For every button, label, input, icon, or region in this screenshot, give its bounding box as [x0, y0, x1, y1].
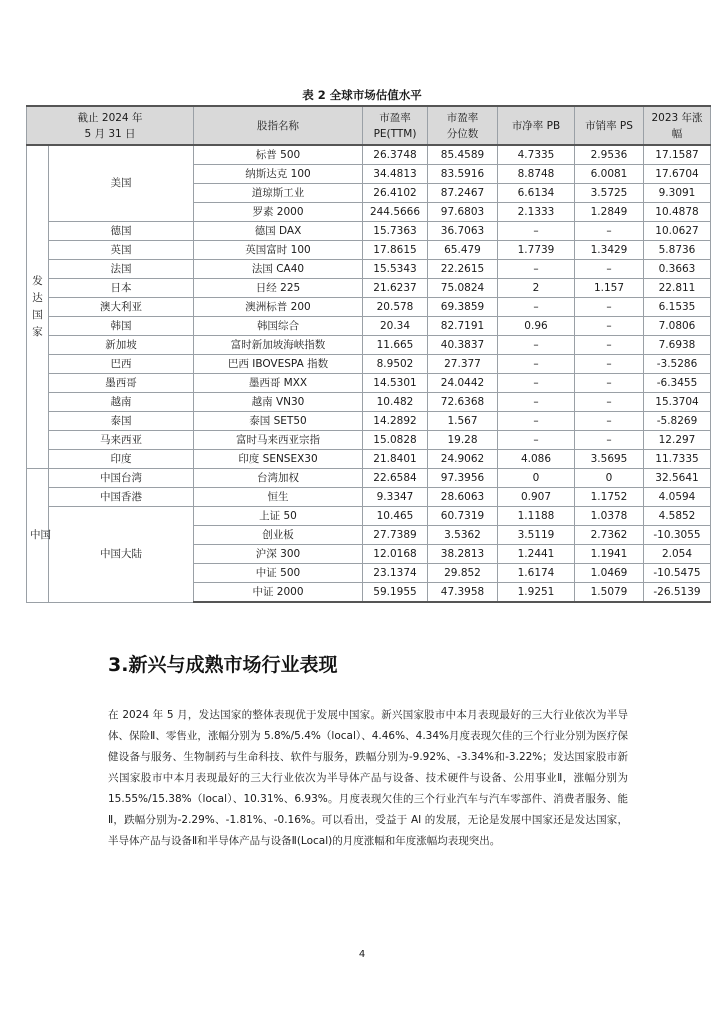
page-number: 4 [358, 949, 366, 960]
table-row [27, 241, 711, 260]
table-row [27, 393, 711, 412]
index-cell: 印度 SENSEX30 [194, 450, 363, 469]
ps-cell: 1.0378 [575, 507, 644, 526]
chg-cell: 6.1535 [644, 298, 711, 317]
ps-cell: 1.2849 [575, 203, 644, 222]
index-cell: 恒生 [194, 488, 363, 507]
pct-cell: 3.5362 [428, 526, 498, 545]
chg-cell: 9.3091 [644, 184, 711, 203]
ps-cell: 1.1941 [575, 545, 644, 564]
pct-cell: 97.3956 [428, 469, 498, 488]
index-cell: 日经 225 [194, 279, 363, 298]
pe-cell: 23.1374 [363, 564, 428, 583]
chg-cell: 10.0627 [644, 222, 711, 241]
table-row [27, 355, 711, 374]
table-header-row [27, 106, 711, 145]
table-row [27, 450, 711, 469]
pe-cell: 17.8615 [363, 241, 428, 260]
index-cell: 英国富时 100 [194, 241, 363, 260]
chg-cell: 17.1587 [644, 145, 711, 165]
country-cell: 法国 [49, 260, 194, 279]
pb-cell: – [498, 336, 575, 355]
pb-cell: – [498, 393, 575, 412]
index-cell: 纳斯达克 100 [194, 165, 363, 184]
index-cell: 道琼斯工业 [194, 184, 363, 203]
table-row [27, 488, 711, 507]
header-change [644, 106, 711, 145]
index-cell: 巴西 IBOVESPA 指数 [194, 355, 363, 374]
header-pe [363, 106, 428, 145]
pct-cell: 82.7191 [428, 317, 498, 336]
pct-cell: 22.2615 [428, 260, 498, 279]
pct-cell: 29.852 [428, 564, 498, 583]
country-cell: 印度 [49, 450, 194, 469]
ps-cell: – [575, 298, 644, 317]
pb-cell: 0.96 [498, 317, 575, 336]
chg-cell: -10.5475 [644, 564, 711, 583]
pct-cell: 60.7319 [428, 507, 498, 526]
index-cell: 泰国 SET50 [194, 412, 363, 431]
country-cell: 澳大利亚 [49, 298, 194, 317]
pb-cell: – [498, 412, 575, 431]
header-date [27, 106, 194, 145]
ps-cell: – [575, 336, 644, 355]
ps-cell: – [575, 222, 644, 241]
header-date-line1: 截止 2024 年 [77, 111, 143, 124]
group-developed-label: 发达 国家 [32, 275, 43, 338]
pb-cell: 4.086 [498, 450, 575, 469]
country-cell: 德国 [49, 222, 194, 241]
pct-cell: 83.5916 [428, 165, 498, 184]
header-ps: 市销率 PS [575, 106, 644, 145]
pb-cell: 2 [498, 279, 575, 298]
ps-cell: 1.5079 [575, 583, 644, 603]
pe-cell: 11.665 [363, 336, 428, 355]
pe-cell: 244.5666 [363, 203, 428, 222]
pe-cell: 10.482 [363, 393, 428, 412]
country-cell: 日本 [49, 279, 194, 298]
country-cell: 中国台湾 [49, 469, 194, 488]
index-cell: 中证 500 [194, 564, 363, 583]
chg-cell: 10.4878 [644, 203, 711, 222]
table-caption: 表 2 全球市场估值水平 [302, 88, 422, 102]
pb-cell: – [498, 431, 575, 450]
ps-cell: 3.5725 [575, 184, 644, 203]
ps-cell: 1.0469 [575, 564, 644, 583]
header-pb: 市净率 PB [498, 106, 575, 145]
ps-cell: – [575, 317, 644, 336]
country-cell: 马来西亚 [49, 431, 194, 450]
ps-cell: 2.7362 [575, 526, 644, 545]
header-date-line2: 5 月 31 日 [84, 127, 136, 140]
pb-cell: 1.9251 [498, 583, 575, 603]
ps-cell: 3.5695 [575, 450, 644, 469]
pct-cell: 38.2813 [428, 545, 498, 564]
chg-cell: 7.6938 [644, 336, 711, 355]
chg-cell: 2.054 [644, 545, 711, 564]
pe-cell: 10.465 [363, 507, 428, 526]
pe-cell: 14.5301 [363, 374, 428, 393]
pe-cell: 15.5343 [363, 260, 428, 279]
group-developed [27, 145, 49, 469]
pct-cell: 36.7063 [428, 222, 498, 241]
pct-cell: 24.0442 [428, 374, 498, 393]
pb-cell: 1.2441 [498, 545, 575, 564]
ps-cell: 6.0081 [575, 165, 644, 184]
pe-cell: 12.0168 [363, 545, 428, 564]
pb-cell: 1.7739 [498, 241, 575, 260]
table-row [27, 260, 711, 279]
table-row [27, 317, 711, 336]
pe-cell: 59.1955 [363, 583, 428, 603]
header-pct-line2: 分位数 [446, 127, 479, 140]
table-row [27, 279, 711, 298]
pb-cell: – [498, 374, 575, 393]
pe-cell: 9.3347 [363, 488, 428, 507]
table-row [27, 507, 711, 526]
index-cell: 越南 VN30 [194, 393, 363, 412]
pb-cell: 1.1188 [498, 507, 575, 526]
group-china-label: 中国 [30, 528, 51, 541]
country-cell: 越南 [49, 393, 194, 412]
chg-cell: -3.5286 [644, 355, 711, 374]
pb-cell: – [498, 298, 575, 317]
country-cell: 美国 [49, 145, 194, 222]
body-paragraph: 在 2024 年 5 月，发达国家的整体表现优于发展中国家。新兴国家股市中本月表现最好的三大行业依次为半导体、保险Ⅱ、零售业，涨幅分别为 5.8%/5.4%（local）、4.46%、4.34%月度表现欠佳的三个行业分别为医疗保健设备与服务、生物制药与生命科技、软件与服务，跌幅分别为-9.92%、-3.34%和-3.22%；发达国家股市新兴国家股市中本月表现最好的三大行业依次为半导体产品与设备、技术硬件与设备、公用事业Ⅱ，涨幅分别为 15.55%/15.38%（local）、10.31%、6.93%。月度表现欠佳的三个行业汽车与汽车零部件、消费者服务、能Ⅱ，跌幅分别为-2.29%、-1.81%、-0.16%。可以看出，受益于 AI 的发展，无论是发展中国家还是发达国家，半导体产品与设备Ⅱ和半导体产品与设备Ⅱ(Local)的月度涨幅和年度涨幅均表现突出。 [108, 709, 628, 847]
ps-cell: – [575, 393, 644, 412]
ps-cell: 0 [575, 469, 644, 488]
index-cell: 韩国综合 [194, 317, 363, 336]
index-cell: 罗素 2000 [194, 203, 363, 222]
header-pe-line1: 市盈率 [379, 111, 411, 124]
pb-cell: 8.8748 [498, 165, 575, 184]
header-chg-line1: 2023 年涨 [651, 111, 703, 124]
index-cell: 中证 2000 [194, 583, 363, 603]
header-chg-line2: 幅 [671, 127, 683, 140]
index-cell: 创业板 [194, 526, 363, 545]
table-row [27, 469, 711, 488]
pb-cell: 1.6174 [498, 564, 575, 583]
index-cell: 澳洲标普 200 [194, 298, 363, 317]
header-percentile [428, 106, 498, 145]
pct-cell: 72.6368 [428, 393, 498, 412]
index-cell: 德国 DAX [194, 222, 363, 241]
pb-cell: – [498, 222, 575, 241]
pe-cell: 22.6584 [363, 469, 428, 488]
table-row [27, 412, 711, 431]
header-index: 股指名称 [194, 106, 363, 145]
chg-cell: 11.7335 [644, 450, 711, 469]
ps-cell: – [575, 260, 644, 279]
table-row [27, 298, 711, 317]
pct-cell: 97.6803 [428, 203, 498, 222]
pe-cell: 26.4102 [363, 184, 428, 203]
pct-cell: 1.567 [428, 412, 498, 431]
pb-cell: 0 [498, 469, 575, 488]
table-row [27, 222, 711, 241]
header-pct-line1: 市盈率 [446, 111, 479, 124]
pb-cell: 2.1333 [498, 203, 575, 222]
chg-cell: 4.5852 [644, 507, 711, 526]
ps-cell: 1.3429 [575, 241, 644, 260]
group-china [27, 469, 49, 603]
index-cell: 上证 50 [194, 507, 363, 526]
pct-cell: 28.6063 [428, 488, 498, 507]
table-row [27, 336, 711, 355]
chg-cell: 32.5641 [644, 469, 711, 488]
pct-cell: 27.377 [428, 355, 498, 374]
ps-cell: 2.9536 [575, 145, 644, 165]
header-pe-line2: PE(TTM) [373, 127, 417, 140]
pb-cell: 4.7335 [498, 145, 575, 165]
chg-cell: 15.3704 [644, 393, 711, 412]
pe-cell: 8.9502 [363, 355, 428, 374]
pe-cell: 15.7363 [363, 222, 428, 241]
country-cell: 中国大陆 [49, 507, 194, 603]
ps-cell: – [575, 355, 644, 374]
pe-cell: 14.2892 [363, 412, 428, 431]
pct-cell: 75.0824 [428, 279, 498, 298]
pe-cell: 26.3748 [363, 145, 428, 165]
ps-cell: – [575, 412, 644, 431]
chg-cell: 4.0594 [644, 488, 711, 507]
pe-cell: 34.4813 [363, 165, 428, 184]
table-row [27, 374, 711, 393]
index-cell: 富时新加坡海峡指数 [194, 336, 363, 355]
pb-cell: – [498, 260, 575, 279]
ps-cell: – [575, 431, 644, 450]
chg-cell: -26.5139 [644, 583, 711, 603]
ps-cell: – [575, 374, 644, 393]
chg-cell: -5.8269 [644, 412, 711, 431]
pb-cell: – [498, 355, 575, 374]
valuation-table [26, 105, 711, 603]
pct-cell: 40.3837 [428, 336, 498, 355]
chg-cell: -6.3455 [644, 374, 711, 393]
table-row [27, 431, 711, 450]
pct-cell: 69.3859 [428, 298, 498, 317]
country-cell: 新加坡 [49, 336, 194, 355]
pe-cell: 20.34 [363, 317, 428, 336]
chg-cell: 5.8736 [644, 241, 711, 260]
ps-cell: 1.157 [575, 279, 644, 298]
pct-cell: 19.28 [428, 431, 498, 450]
country-cell: 中国香港 [49, 488, 194, 507]
index-cell: 富时马来西亚宗指 [194, 431, 363, 450]
pe-cell: 20.578 [363, 298, 428, 317]
pe-cell: 27.7389 [363, 526, 428, 545]
chg-cell: -10.3055 [644, 526, 711, 545]
index-cell: 墨西哥 MXX [194, 374, 363, 393]
chg-cell: 12.297 [644, 431, 711, 450]
pct-cell: 87.2467 [428, 184, 498, 203]
pb-cell: 6.6134 [498, 184, 575, 203]
chg-cell: 0.3663 [644, 260, 711, 279]
pct-cell: 47.3958 [428, 583, 498, 603]
ps-cell: 1.1752 [575, 488, 644, 507]
country-cell: 英国 [49, 241, 194, 260]
country-cell: 韩国 [49, 317, 194, 336]
country-cell: 巴西 [49, 355, 194, 374]
chg-cell: 7.0806 [644, 317, 711, 336]
chg-cell: 22.811 [644, 279, 711, 298]
country-cell: 泰国 [49, 412, 194, 431]
pb-cell: 0.907 [498, 488, 575, 507]
pct-cell: 24.9062 [428, 450, 498, 469]
section-heading: 3.新兴与成熟市场行业表现 [108, 654, 338, 676]
pct-cell: 65.479 [428, 241, 498, 260]
pct-cell: 85.4589 [428, 145, 498, 165]
index-cell: 标普 500 [194, 145, 363, 165]
index-cell: 沪深 300 [194, 545, 363, 564]
pe-cell: 15.0828 [363, 431, 428, 450]
pe-cell: 21.8401 [363, 450, 428, 469]
pe-cell: 21.6237 [363, 279, 428, 298]
table-row [27, 145, 711, 165]
index-cell: 台湾加权 [194, 469, 363, 488]
chg-cell: 17.6704 [644, 165, 711, 184]
index-cell: 法国 CA40 [194, 260, 363, 279]
country-cell: 墨西哥 [49, 374, 194, 393]
pb-cell: 3.5119 [498, 526, 575, 545]
